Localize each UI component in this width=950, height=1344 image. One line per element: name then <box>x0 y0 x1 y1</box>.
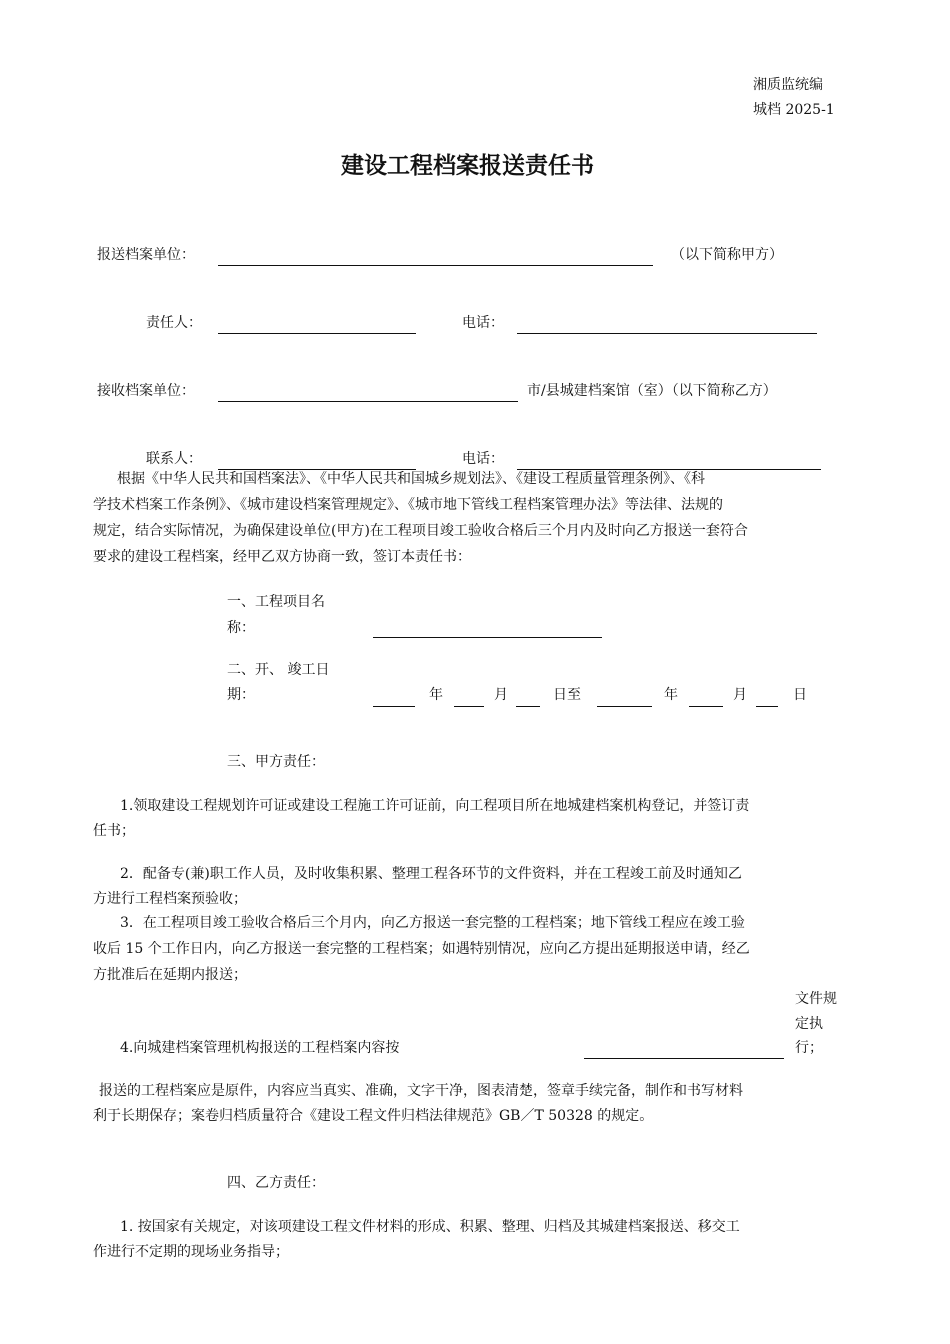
submit-unit-suffix: （以下简称甲方） <box>671 247 783 263</box>
document-code: 城档 2025-1 <box>753 102 835 118</box>
year-label-2: 年 <box>664 687 678 703</box>
receive-unit-suffix: 市/县城建档案馆（室）（以下简称乙方） <box>527 383 777 399</box>
start-day-field[interactable] <box>516 706 540 707</box>
issuer-text: 湘质监统编 <box>753 77 823 93</box>
s3-item3-line2: 收后 15 个工作日内，向乙方报送一套完整的工程档案；如遇特别情况，应向乙方提出延期报送申请，经乙 <box>93 941 750 957</box>
page-title: 建设工程档案报送责任书 <box>341 153 594 179</box>
day-to-label: 日至 <box>553 687 581 703</box>
month-label-1: 月 <box>494 687 508 703</box>
receive-unit-field[interactable] <box>218 401 518 402</box>
intro-line-1: 根据《中华人民共和国档案法》、《中华人民共和国城乡规划法》、《建设工程质量管理条例》、《科 <box>117 471 705 487</box>
start-year-field[interactable] <box>373 706 415 707</box>
s3-note-line2: 利于长期保存；案卷归档质量符合《建设工程文件归档法律规范》GB／T 50328 的规定。 <box>93 1108 654 1124</box>
year-label-1: 年 <box>429 687 443 703</box>
section-3-heading: 三、甲方责任： <box>227 754 325 770</box>
contact-label: 联系人： <box>146 451 202 467</box>
section-4-heading: 四、乙方责任： <box>227 1175 325 1191</box>
submit-unit-label: 报送档案单位： <box>97 247 195 263</box>
s3-item1-line1: 1.领取建设工程规划许可证或建设工程施工许可证前，向工程项目所在地城建档案机构登记，并签订责 <box>120 798 750 814</box>
responsible-field[interactable] <box>218 333 416 334</box>
s3-item4-side-1: 文件规 <box>795 991 837 1007</box>
intro-line-4: 要求的建设工程档案，经甲乙双方协商一致，签订本责任书： <box>93 549 471 565</box>
project-name-label-1: 一、工程项目名 <box>227 594 325 610</box>
receive-unit-label: 接收档案单位： <box>97 383 195 399</box>
month-label-2: 月 <box>733 687 747 703</box>
project-name-field[interactable] <box>373 637 602 638</box>
s3-item4-field[interactable] <box>584 1058 784 1059</box>
intro-line-3: 规定，结合实际情况，为确保建设单位(甲方)在工程项目竣工验收合格后三个月内及时向乙方报送一套符合 <box>93 523 748 539</box>
s3-item3-line3: 方批准后在延期内报送； <box>93 967 247 983</box>
s3-item2-line1: 2．配备专(兼)职工作人员，及时收集积累、整理工程各环节的文件资料，并在工程竣工前及时通知乙 <box>120 866 742 882</box>
phone-label-1: 电话： <box>462 315 504 331</box>
submit-unit-field[interactable] <box>218 265 653 266</box>
s3-item4-side-3: 行； <box>795 1040 823 1056</box>
s4-item1-line2: 作进行不定期的现场业务指导； <box>93 1244 289 1260</box>
s3-note-line1: 报送的工程档案应是原件，内容应当真实、准确，文字干净，图表清楚，签章手续完备，制作和书写材料 <box>99 1083 743 1099</box>
start-month-field[interactable] <box>454 706 484 707</box>
s3-item4-text: 4.向城建档案管理机构报送的工程档案内容按 <box>120 1040 400 1056</box>
date-label-1: 二、开、 竣工日 <box>227 662 330 678</box>
s3-item4-side-2: 定执 <box>795 1016 823 1032</box>
end-year-field[interactable] <box>597 706 652 707</box>
date-label-2: 期： <box>227 687 255 703</box>
day-label-2: 日 <box>793 687 807 703</box>
s4-item1-line1: 1. 按国家有关规定，对该项建设工程文件材料的形成、积累、整理、归档及其城建档案报送、移交工 <box>120 1219 740 1235</box>
intro-line-2: 学技术档案工作条例》、《城市建设档案管理规定》、《城市地下管线工程档案管理办法》等法律、法规的 <box>93 497 723 513</box>
end-day-field[interactable] <box>756 706 778 707</box>
s3-item3-line1: 3．在工程项目竣工验收合格后三个月内，向乙方报送一套完整的工程档案；地下管线工程应在竣工验 <box>120 915 745 931</box>
responsible-label: 责任人： <box>146 315 202 331</box>
phone-field-1[interactable] <box>517 333 817 334</box>
project-name-label-2: 称： <box>227 620 255 636</box>
phone-label-2: 电话： <box>462 451 504 467</box>
s3-item1-line2: 任书； <box>93 823 135 839</box>
s3-item2-line2: 方进行工程档案预验收； <box>93 891 247 907</box>
end-month-field[interactable] <box>689 706 723 707</box>
